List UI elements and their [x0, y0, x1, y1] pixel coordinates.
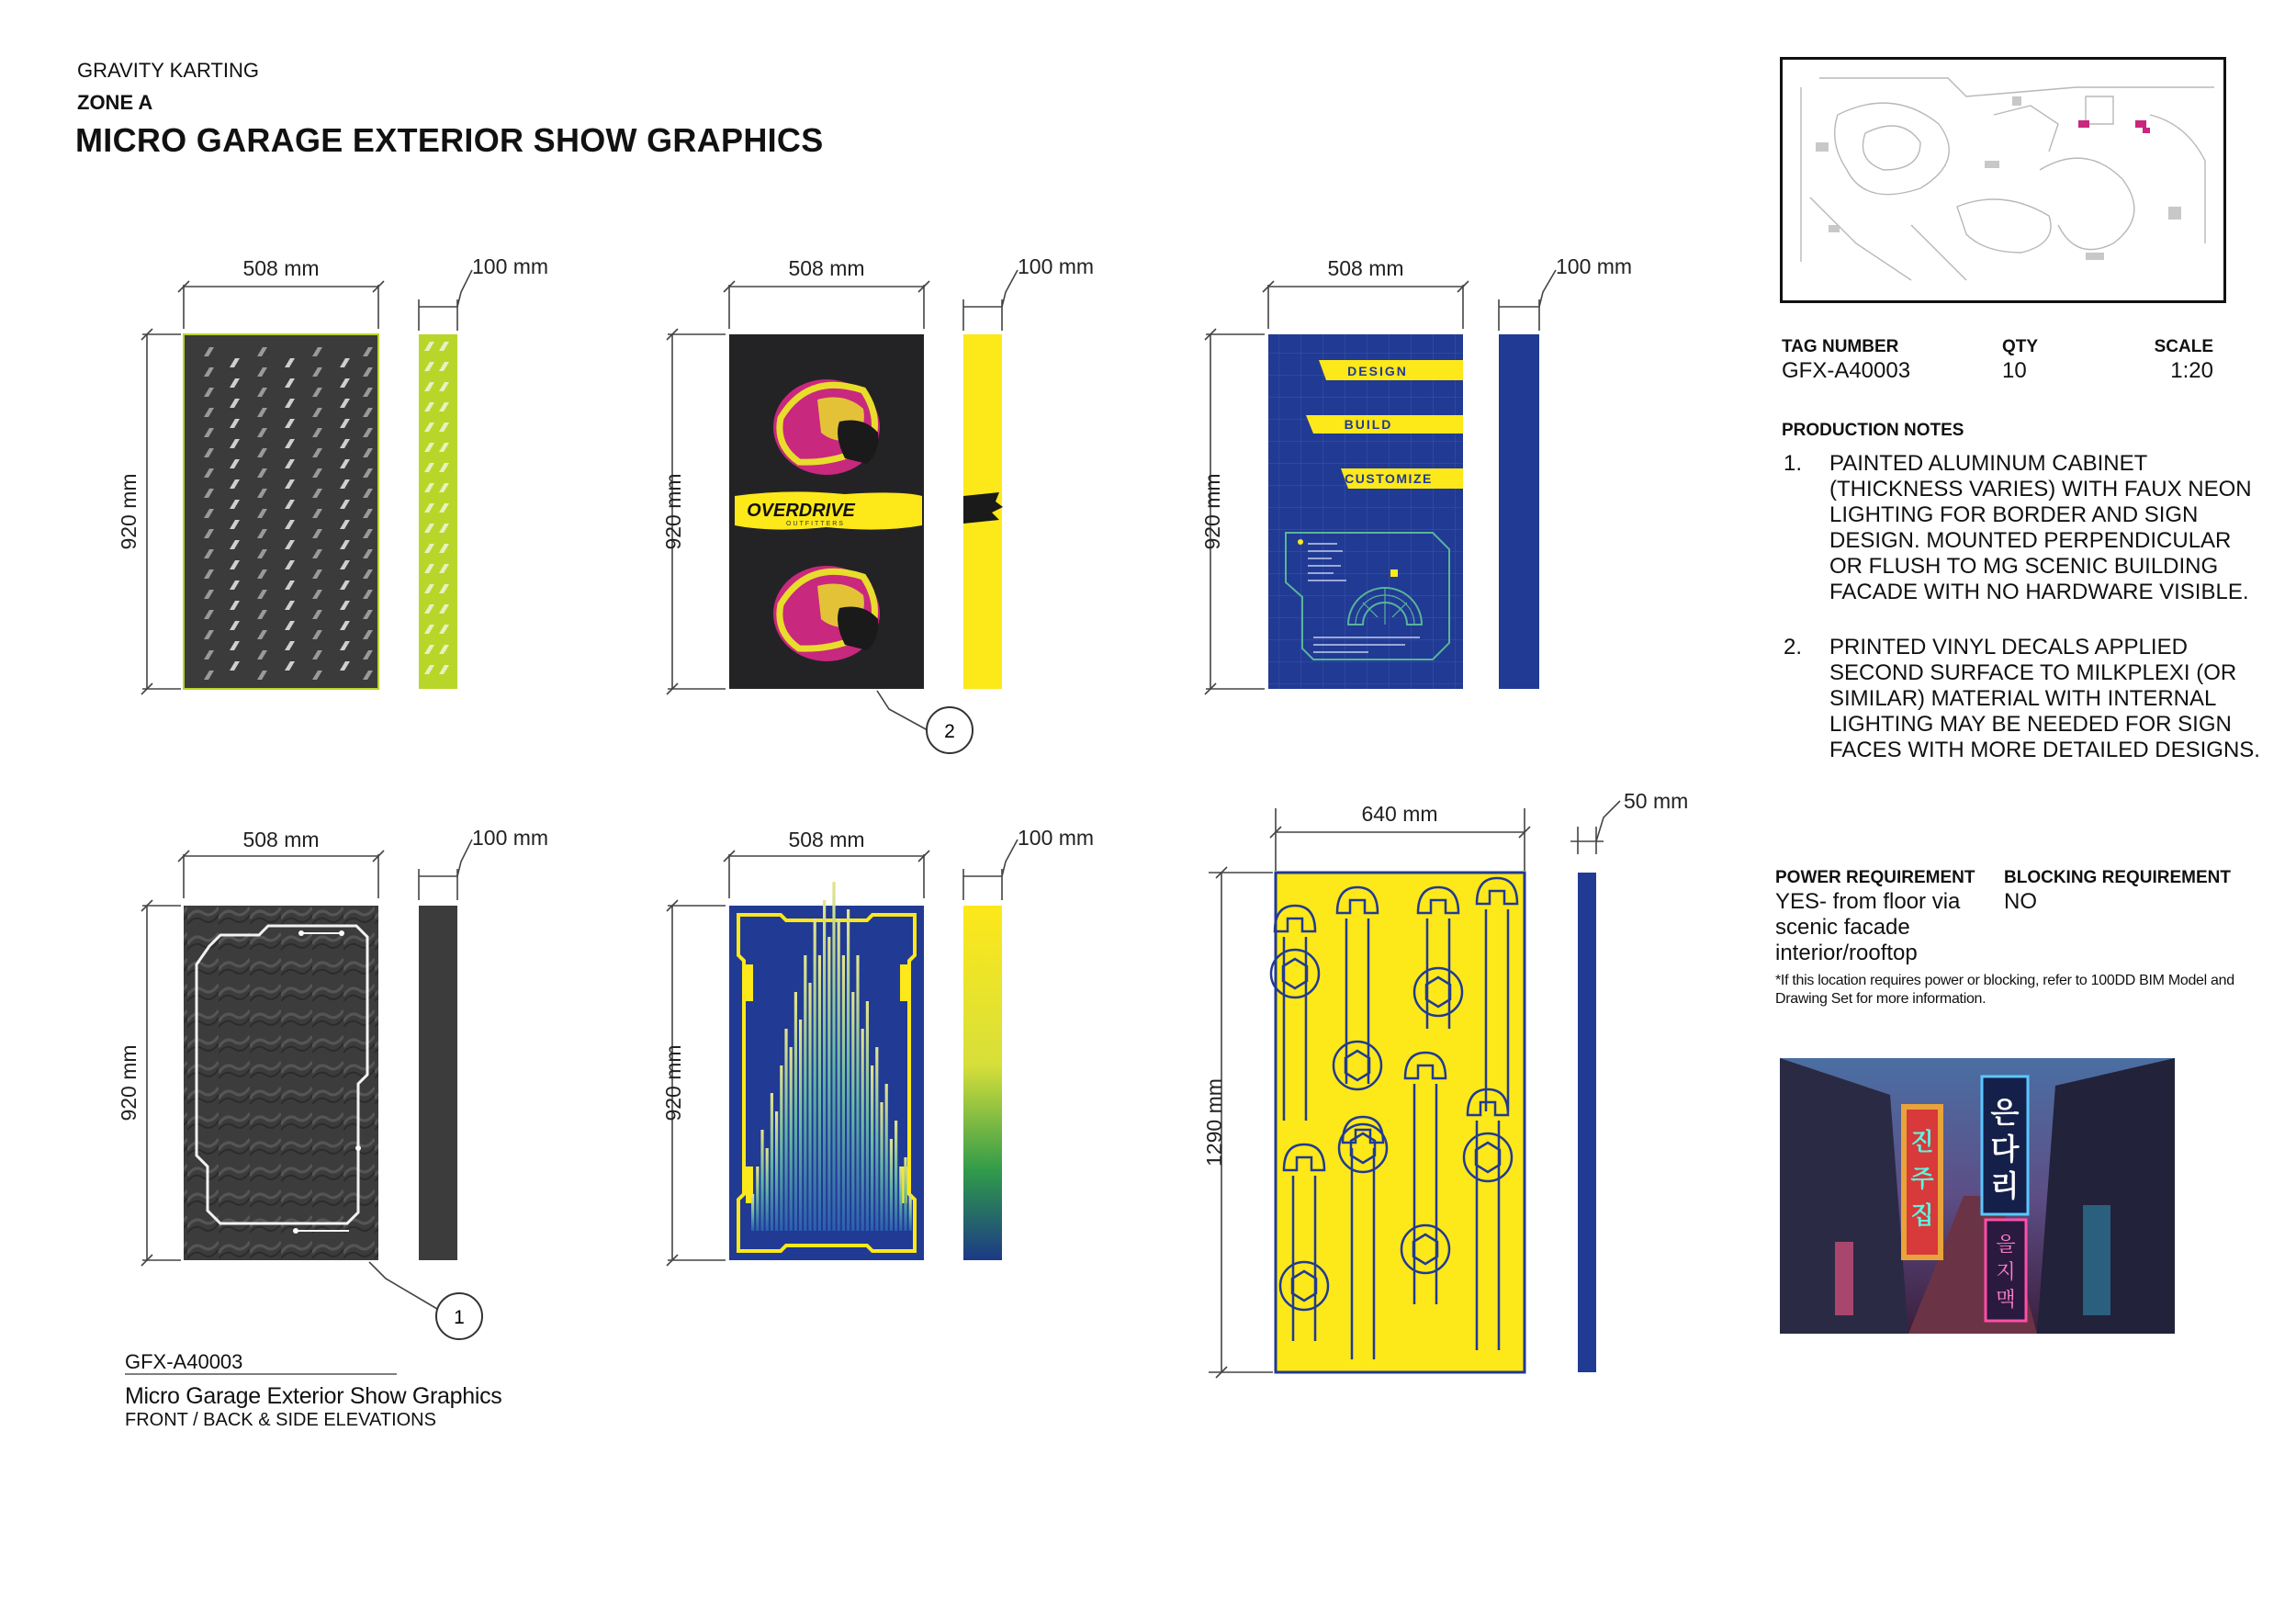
build-label: BUILD — [1344, 417, 1393, 432]
requirements-footnote: *If this location requires power or blocking, refer to 100DD BIM Model and Drawing Set for more information. — [1775, 973, 2234, 1007]
dim-e3-depth: 100 mm — [1556, 254, 1633, 278]
dim-e5-height: 920 mm — [661, 1044, 685, 1121]
panel-e2-side — [963, 334, 1003, 689]
key-plan — [1780, 57, 2226, 303]
panel-e6-side — [1578, 873, 1596, 1372]
visualizer-bar — [880, 1102, 883, 1231]
panel-e1-side — [419, 334, 457, 689]
blocking-requirement-value: NO — [2004, 889, 2037, 914]
visualizer-bar — [842, 955, 845, 1231]
project-name: GRAVITY KARTING — [77, 59, 260, 82]
visualizer-bar — [780, 1065, 782, 1231]
visualizer-bar — [771, 1093, 773, 1231]
panel-e4-front — [184, 906, 378, 1260]
power-requirement-label: POWER REQUIREMENT — [1775, 868, 1975, 887]
svg-text:집: 집 — [1910, 1201, 1934, 1229]
panel-e5-side — [963, 906, 1002, 1260]
visualizer-bar — [818, 955, 821, 1231]
zone-label: ZONE A — [77, 91, 153, 114]
page-title: MICRO GARAGE EXTERIOR SHOW GRAPHICS — [75, 121, 824, 159]
svg-text:2: 2 — [944, 721, 955, 742]
panel-e6-front — [1276, 873, 1525, 1372]
visualizer-bar — [875, 1047, 878, 1231]
visualizer-bar — [804, 955, 806, 1231]
visualizer-bar — [784, 1029, 787, 1231]
visualizer-bar — [766, 1148, 769, 1231]
visualizer-bar — [790, 1047, 793, 1231]
production-notes-heading: PRODUCTION NOTES — [1782, 421, 1964, 440]
dim-e1-depth: 100 mm — [472, 254, 549, 278]
visualizer-bar — [760, 1130, 763, 1231]
visualizer-bar — [861, 1029, 864, 1231]
callout-2 — [927, 707, 973, 753]
dim-e4-height: 920 mm — [117, 1044, 141, 1121]
visualizer-bar — [871, 1065, 873, 1231]
visualizer-bar — [885, 1084, 888, 1231]
dim-e5-width: 508 mm — [788, 828, 865, 851]
visualizer-bar — [847, 909, 850, 1231]
scale-label: SCALE — [2154, 337, 2213, 356]
visualizer-bar — [899, 1167, 902, 1231]
visualizer-bar — [827, 937, 830, 1231]
brand-text: OVERDRIVE — [747, 501, 855, 521]
dim-e3-width: 508 mm — [1327, 256, 1404, 280]
dim-e6-width: 640 mm — [1361, 802, 1438, 826]
drawing-subtitle: FRONT / BACK & SIDE ELEVATIONS — [125, 1410, 436, 1430]
panel-e1-front — [0, 0, 378, 689]
dim-e3-height: 920 mm — [1200, 473, 1224, 550]
helmet-icon — [773, 566, 880, 661]
visualizer-bar — [832, 882, 835, 1231]
drawing-number: GFX-A40003 — [125, 1350, 243, 1373]
visualizer-bar — [823, 900, 826, 1231]
visualizer-bar — [838, 919, 840, 1231]
brand-sub-text: OUTFITTERS — [786, 521, 845, 527]
svg-text:리: 리 — [1990, 1169, 2020, 1202]
visualizer-bar — [756, 1167, 759, 1231]
visualizer-bar — [814, 919, 816, 1231]
production-notes-list — [1784, 451, 2261, 793]
visualizer-bar — [895, 1121, 897, 1231]
production-note: 1. PAINTED ALUMINUM CABINET (THICKNESS VARIES) WITH FAUX NEON LIGHTING FOR BORDER AND SIGN DESIGN. MOUNTED PERPENDICULAR OR FLUSH TO MG SCENIC BUILDING FACADE WITH NO HARDWARE VISIBLE. — [1784, 451, 2252, 604]
scale-value: 1:20 — [2170, 358, 2213, 383]
dim-e1-width: 508 mm — [242, 256, 320, 280]
customize-label: CUSTOMIZE — [1345, 471, 1433, 486]
panel-e3-front — [1268, 334, 1463, 689]
reference-photo — [1780, 1058, 2175, 1334]
visualizer-bar — [799, 1020, 802, 1231]
visualizer-bar — [775, 1111, 778, 1231]
helmet-icon — [773, 379, 880, 475]
dim-e2-width: 508 mm — [788, 256, 865, 280]
qty-value: 10 — [2002, 358, 2027, 383]
tag-number-label: TAG NUMBER — [1782, 337, 1899, 356]
drawing-name: Micro Garage Exterior Show Graphics — [125, 1383, 502, 1409]
dim-e1-height: 920 mm — [117, 473, 141, 550]
panel-e2-front — [729, 334, 924, 689]
visualizer-bar — [808, 983, 811, 1231]
tag-number-value: GFX-A40003 — [1782, 358, 1911, 383]
svg-text:1: 1 — [454, 1307, 465, 1328]
dim-e2-depth: 100 mm — [1018, 254, 1095, 278]
visualizer-bar — [751, 1194, 754, 1231]
callout-1 — [436, 1293, 482, 1339]
qty-label: QTY — [2002, 337, 2039, 356]
dim-e4-depth: 100 mm — [472, 826, 549, 850]
svg-text:은: 은 — [1990, 1096, 2020, 1129]
production-note: 2. PRINTED VINYL DECALS APPLIED SECOND SURFACE TO MILKPLEXI (OR SIMILAR) MATERIAL WITH INTERNAL LIGHTING MAY BE NEEDED FOR SIGN FACES WITH MORE DETAILED DESIGNS. — [1784, 635, 2260, 762]
panel-e4-side — [419, 906, 457, 1260]
svg-text:을: 을 — [1996, 1233, 2016, 1256]
visualizer-bar — [909, 1194, 912, 1231]
blocking-requirement-label: BLOCKING REQUIREMENT — [2004, 868, 2231, 887]
power-requirement-value: YES- from floor via scenic facade interior/rooftop — [1775, 889, 1961, 965]
dim-e2-height: 920 mm — [661, 473, 685, 550]
design-label: DESIGN — [1347, 364, 1408, 378]
visualizer-bar — [866, 1001, 869, 1231]
dim-e6-depth: 50 mm — [1624, 789, 1689, 813]
visualizer-bar — [851, 992, 854, 1231]
svg-text:주: 주 — [1910, 1165, 1934, 1192]
dim-e6-height: 1290 mm — [1202, 1078, 1226, 1167]
panel-e3-side — [1499, 334, 1539, 689]
dim-e4-width: 508 mm — [242, 828, 320, 851]
svg-text:지: 지 — [1996, 1260, 2016, 1283]
svg-text:맥: 맥 — [1996, 1288, 2016, 1311]
svg-text:다: 다 — [1990, 1133, 2020, 1166]
visualizer-bar — [794, 992, 797, 1231]
dim-e5-depth: 100 mm — [1018, 826, 1095, 850]
svg-text:진: 진 — [1910, 1128, 1934, 1155]
visualizer-bar — [904, 1157, 906, 1231]
visualizer-bar — [856, 955, 859, 1231]
visualizer-bar — [890, 1139, 893, 1231]
